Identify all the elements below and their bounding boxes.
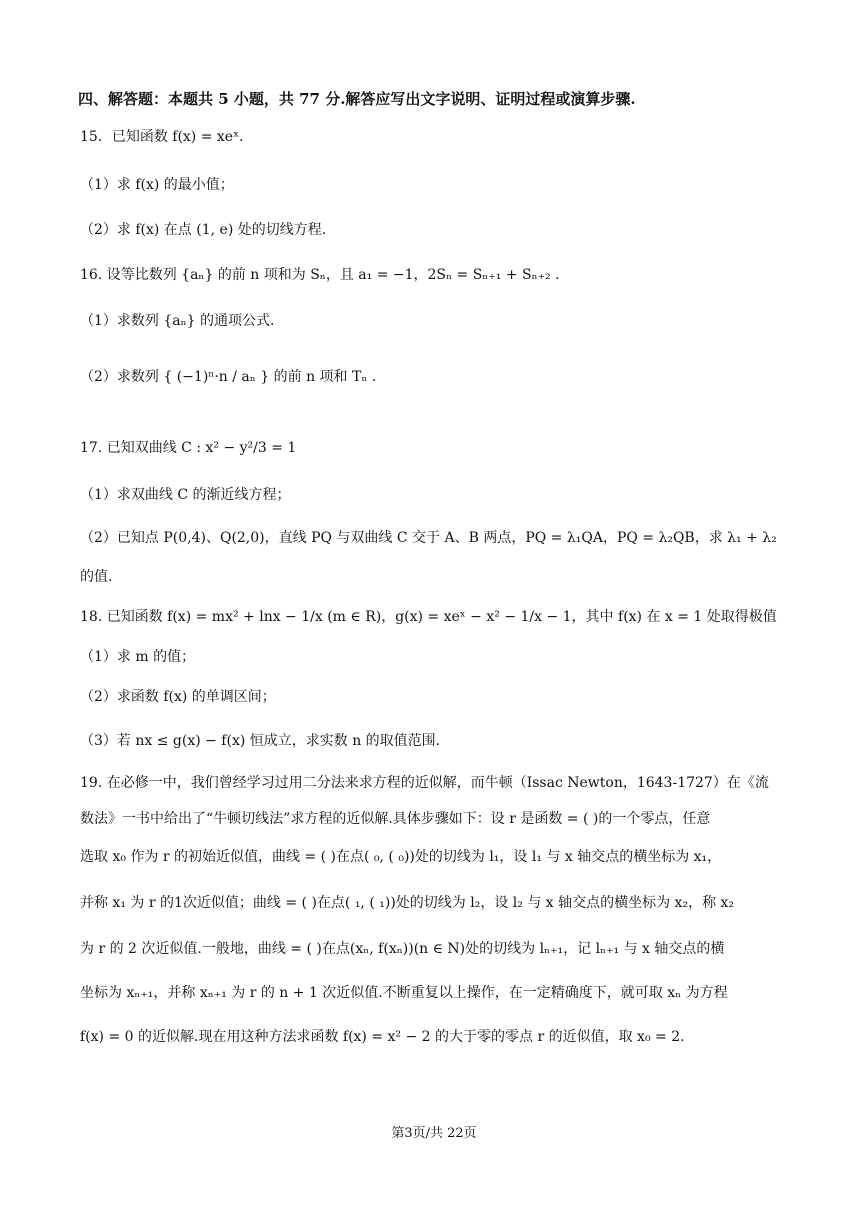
q18-stem: 18. 已知函数 f(x) = mx² + lnx − 1/x (m ∈ R)，g(x) = xeˣ − x² − 1/x − 1，其中 f(x) 在 x = 1 处取得极值 — [80, 609, 777, 625]
q16-part1: （1）求数列 {aₙ} 的通项公式. — [80, 313, 275, 329]
q18-part3: （3）若 nx ≤ g(x) − f(x) 恒成立，求实数 n 的取值范围. — [80, 733, 441, 749]
q17-stem: 17. 已知双曲线 C : x² − y²/3 = 1 — [80, 440, 297, 456]
q19-line3: 选取 x₀ 作为 r 的初始近似值，曲线 = ( )在点( ₀, ( ₀))处的切线为 l₁，设 l₁ 与 x 轴交点的横坐标为 x₁， — [80, 849, 722, 865]
q17-part1: （1）求双曲线 C 的渐近线方程； — [80, 487, 291, 503]
q15-part2: （2）求 f(x) 在点 (1, e) 处的切线方程. — [80, 222, 327, 238]
q15-stem: 15．已知函数 f(x) = xeˣ. — [80, 129, 244, 145]
q19-line4: 并称 x₁ 为 r 的1次近似值；曲线 = ( )在点( ₁, ( ₁))处的切线为 l₂，设 l₂ 与 x 轴交点的横坐标为 x₂，称 x₂ — [80, 895, 735, 911]
q19-line7: f(x) = 0 的近似解.现在用这种方法求函数 f(x) = x² − 2 的大于零的零点 r 的近似值，取 x₀ = 2. — [80, 1029, 685, 1045]
q19-line1: 19. 在必修一中，我们曾经学习过用二分法来求方程的近似解，而牛顿（Issac Newton，1643-1727）在《流 — [80, 775, 769, 791]
q17-part2: （2）已知点 P(0,4)、Q(2,0)，直线 PQ 与双曲线 C 交于 A、B 两点，PQ = λ₁QA，PQ = λ₂QB，求 λ₁ + λ₂ — [80, 530, 777, 546]
page-footer: 第3页/共 22页 — [391, 1126, 477, 1141]
q19-line6: 坐标为 xₙ₊₁，并称 xₙ₊₁ 为 r 的 n + 1 次近似值.不断重复以上操作，在一定精确度下，就可取 xₙ 为方程 — [80, 985, 728, 1001]
q19-line5: 为 r 的 2 次近似值.一般地，曲线 = ( )在点(xₙ, f(xₙ))(n ∈ N)处的切线为 lₙ₊₁，记 lₙ₊₁ 与 x 轴交点的横 — [80, 941, 725, 957]
q19-line2: 数法》一书中给出了“牛顿切线法”求方程的近似解.具体步骤如下：设 r 是函数 = ( )的一个零点，任意 — [80, 811, 711, 827]
q18-part1: （1）求 m 的值； — [80, 649, 196, 665]
q18-part2: （2）求函数 f(x) 的单调区间； — [80, 689, 276, 705]
q17-part2-cont: 的值. — [80, 569, 113, 585]
q16-part2: （2）求数列 { (−1)ⁿ·n / aₙ } 的前 n 项和 Tₙ . — [80, 369, 377, 385]
q16-stem: 16. 设等比数列 {aₙ} 的前 n 项和为 Sₙ，且 a₁ = −1，2Sₙ = Sₙ₊₁ + Sₙ₊₂ . — [80, 267, 560, 283]
section-heading: 四、解答题：本题共 5 小题，共 77 分.解答应写出文字说明、证明过程或演算步骤. — [78, 90, 636, 108]
q15-part1: （1）求 f(x) 的最小值； — [80, 177, 234, 193]
